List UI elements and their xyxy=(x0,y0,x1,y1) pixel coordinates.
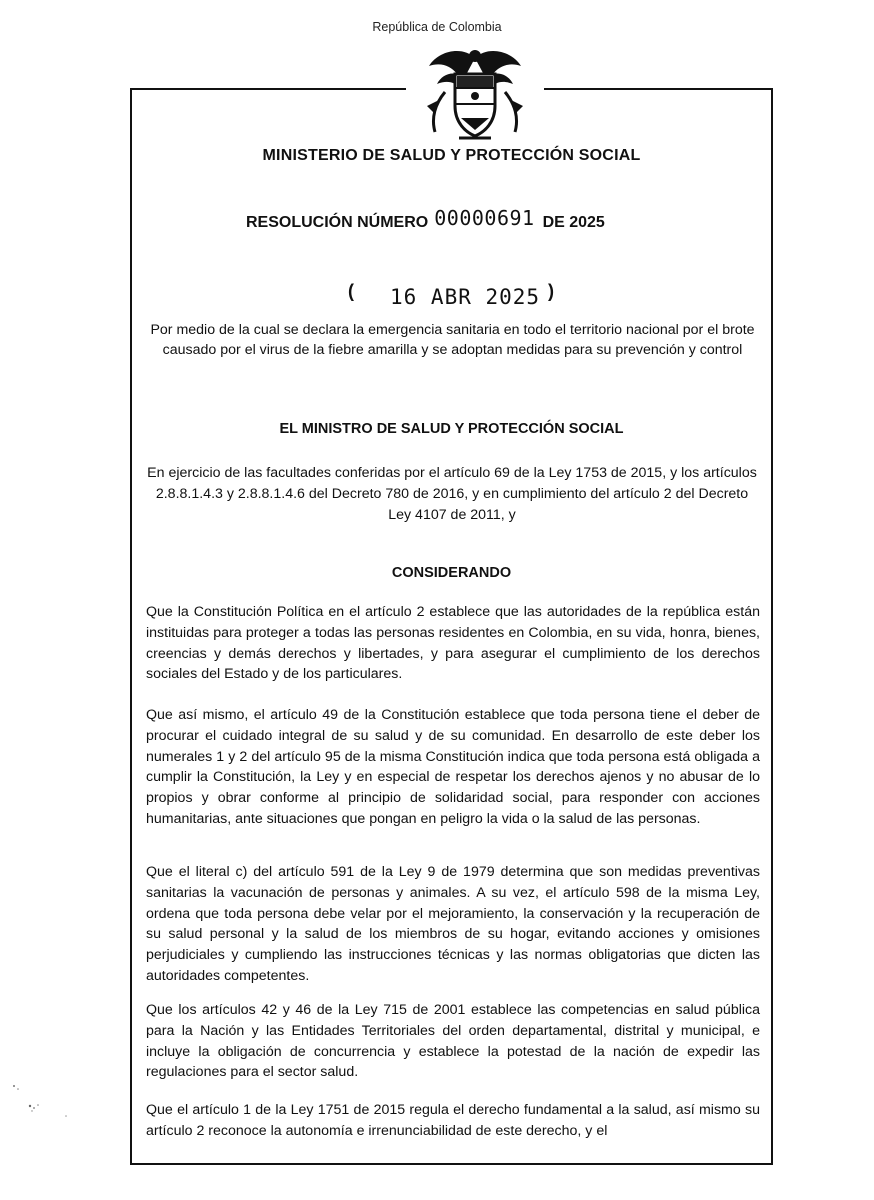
considering-paragraph: Que el artículo 1 de la Ley 1751 de 2015 regula el derecho fundamental a la salud, así mismo su artículo 2 reconoce la autonomía e irrenunciabilidad de este derecho, y el xyxy=(146,1102,760,1139)
resolution-date: 16 ABR 2025 xyxy=(390,285,541,309)
considering-paragraph: Que los artículos 42 y 46 de la Ley 715 de 2001 establece las competencias en salud pública para la Nación y las Entidades Territoriales del orden departamental, distrital y municipal, e incluye la obligación de concurrencia y establece la potestad de la nación de expedir las regulaciones para el sector salud. xyxy=(146,1002,760,1081)
frame-top-right-border xyxy=(544,88,773,90)
date-open-paren: ( xyxy=(348,281,354,301)
frame-top-left-border xyxy=(130,88,406,90)
frame-bottom-border xyxy=(130,1163,773,1165)
ministry-heading: MINISTERIO DE SALUD Y PROTECCIÓN SOCIAL xyxy=(262,147,641,164)
frame-right-border xyxy=(771,88,773,1165)
considering-paragraph: Que el literal c) del artículo 591 de la Ley 9 de 1979 determina que son medidas preventivas sanitarias la vacunación de personas y animales. A su vez, el artículo 598 de la misma Ley, ordena que toda persona debe velar por el mejoramiento, la conservación y la recuperación de su salud personal y la salud de los miembros de su hogar, evitando acciones y omisiones perjudiciales y cumpliendo las instrucciones técnicas y las normas obligatorias que dicten las autoridades competentes. xyxy=(146,864,760,984)
date-close-paren: ) xyxy=(548,281,554,301)
colombia-coat-of-arms-icon xyxy=(405,44,545,144)
resolution-year: DE 2025 xyxy=(542,214,605,231)
resolution-prefix: RESOLUCIÓN NÚMERO xyxy=(246,214,429,231)
considering-paragraph: Que la Constitución Política en el artículo 2 establece que las autoridades de la república están instituidas para proteger a todas las personas residentes en Colombia, en su vida, honra, bienes, creencias y demás derechos y libertades, y para asegurar el cumplimiento de los derechos sociales del Estado y de los particulares. xyxy=(146,604,760,683)
frame-left-border xyxy=(130,88,132,1165)
resolution-number: 00000691 xyxy=(434,206,535,230)
country-label: República de Colombia xyxy=(372,20,502,34)
considering-paragraph: Que así mismo, el artículo 49 de la Constitución establece que toda persona tiene el deber de procurar el cuidado integral de su salud y de su comunidad. En desarrollo de este deber los numerales 1 y 2 del artículo 95 de la misma Constitución indica que toda persona está obligada a cumplir la Constitución, la Ley y en especial de respetar los derechos ajenos y no abusar de lo propios y obrar conforme al principio de solidaridad social, para responder con acciones humanitarias, ante situaciones que pongan en peligro la vida o la salud de las personas. xyxy=(146,707,760,827)
resolution-line xyxy=(246,206,666,232)
considering-heading: CONSIDERANDO xyxy=(391,565,512,581)
powers-paragraph: En ejercicio de las facultades conferidas por el artículo 69 de la Ley 1753 de 2015, y los artículos 2.8.8.1.4.3 y 2.8.8.1.4.6 del Decreto 780 de 2016, y en cumplimiento del artículo 2 del Decreto Ley 4107 de 2011, y xyxy=(147,465,757,523)
scan-specks xyxy=(8,1080,68,1120)
resolution-subject: Por medio de la cual se declara la emergencia sanitaria en todo el territorio nacional por el brote causado por el virus de la fiebre amarilla y se adoptan medidas para su prevención y control xyxy=(150,322,755,358)
minister-heading: EL MINISTRO DE SALUD Y PROTECCIÓN SOCIAL xyxy=(279,421,624,437)
